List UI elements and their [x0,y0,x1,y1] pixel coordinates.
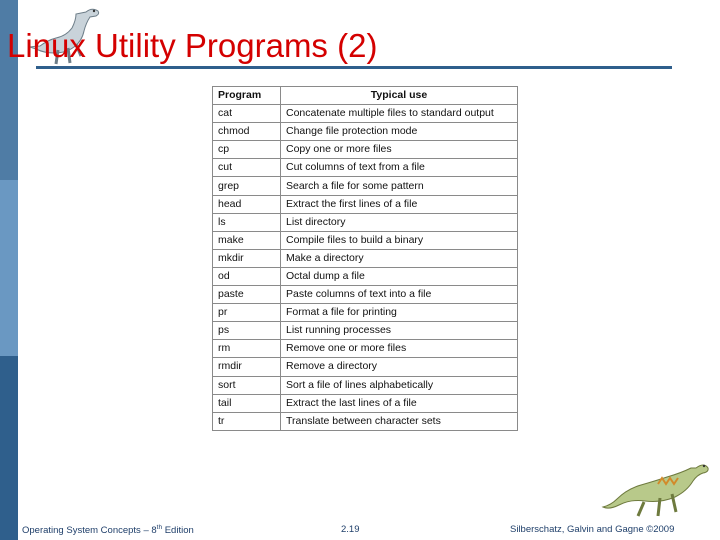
typical-use-cell: Translate between character sets [281,412,518,430]
table-row [213,105,518,123]
program-cell: ls [213,213,281,231]
footer-page-number: 2.19 [341,524,360,535]
utility-programs-table [212,86,518,431]
program-cell: cat [213,105,281,123]
table-row [213,177,518,195]
typical-use-cell: Remove a directory [281,358,518,376]
typical-use-cell: Cut columns of text from a file [281,159,518,177]
table-row [213,195,518,213]
table-row [213,322,518,340]
typical-use-cell: Copy one or more files [281,141,518,159]
table-row [213,412,518,430]
typical-use-cell: Compile files to build a binary [281,231,518,249]
program-cell: paste [213,286,281,304]
typical-use-cell: Remove one or more files [281,340,518,358]
table-row [213,231,518,249]
table-row [213,358,518,376]
program-cell: od [213,267,281,285]
footer-book-title-suffix: Edition [162,525,194,537]
program-cell: head [213,195,281,213]
program-cell: tr [213,412,281,430]
footer-edition-superscript: th [156,524,163,531]
program-cell: grep [213,177,281,195]
typical-use-cell: Make a directory [281,249,518,267]
typical-use-cell: Format a file for printing [281,304,518,322]
typical-use-cell: Change file protection mode [281,123,518,141]
program-cell: sort [213,376,281,394]
typical-use-cell: Concatenate multiple files to standard output [281,105,518,123]
program-cell: pr [213,304,281,322]
footer-book-title-prefix: Operating System Concepts – 8 [22,525,157,537]
table-row [213,376,518,394]
typical-use-cell: Paste columns of text into a file [281,286,518,304]
slide-title: Linux Utility Programs (2) [7,27,378,64]
column-header-typical-use: Typical use [281,87,518,105]
program-cell: mkdir [213,249,281,267]
program-cell: cut [213,159,281,177]
column-header-program: Program [213,87,281,105]
table-header-row [213,87,518,105]
typical-use-cell: Sort a file of lines alphabetically [281,376,518,394]
program-cell: ps [213,322,281,340]
table-row [213,159,518,177]
typical-use-cell: Octal dump a file [281,267,518,285]
table-row [213,267,518,285]
table-row [213,340,518,358]
table-row [213,394,518,412]
table-row [213,141,518,159]
program-cell: chmod [213,123,281,141]
footer-book-title [22,524,194,536]
left-accent-bar-bottom [0,356,18,540]
typical-use-cell: Extract the last lines of a file [281,394,518,412]
typical-use-cell: List running processes [281,322,518,340]
program-cell: tail [213,394,281,412]
program-cell: rmdir [213,358,281,376]
typical-use-cell: Extract the first lines of a file [281,195,518,213]
program-cell: make [213,231,281,249]
program-cell: rm [213,340,281,358]
footer-copyright: Silberschatz, Galvin and Gagne ©2009 [510,524,675,535]
typical-use-cell: List directory [281,213,518,231]
table-row [213,286,518,304]
table-row [213,123,518,141]
table-row [213,213,518,231]
program-cell: cp [213,141,281,159]
left-accent-bar-middle [0,180,18,356]
title-underline [36,66,672,69]
table-row [213,249,518,267]
utility-table-container [212,86,518,430]
typical-use-cell: Search a file for some pattern [281,177,518,195]
table-row [213,304,518,322]
dinosaur-icon [600,458,710,520]
